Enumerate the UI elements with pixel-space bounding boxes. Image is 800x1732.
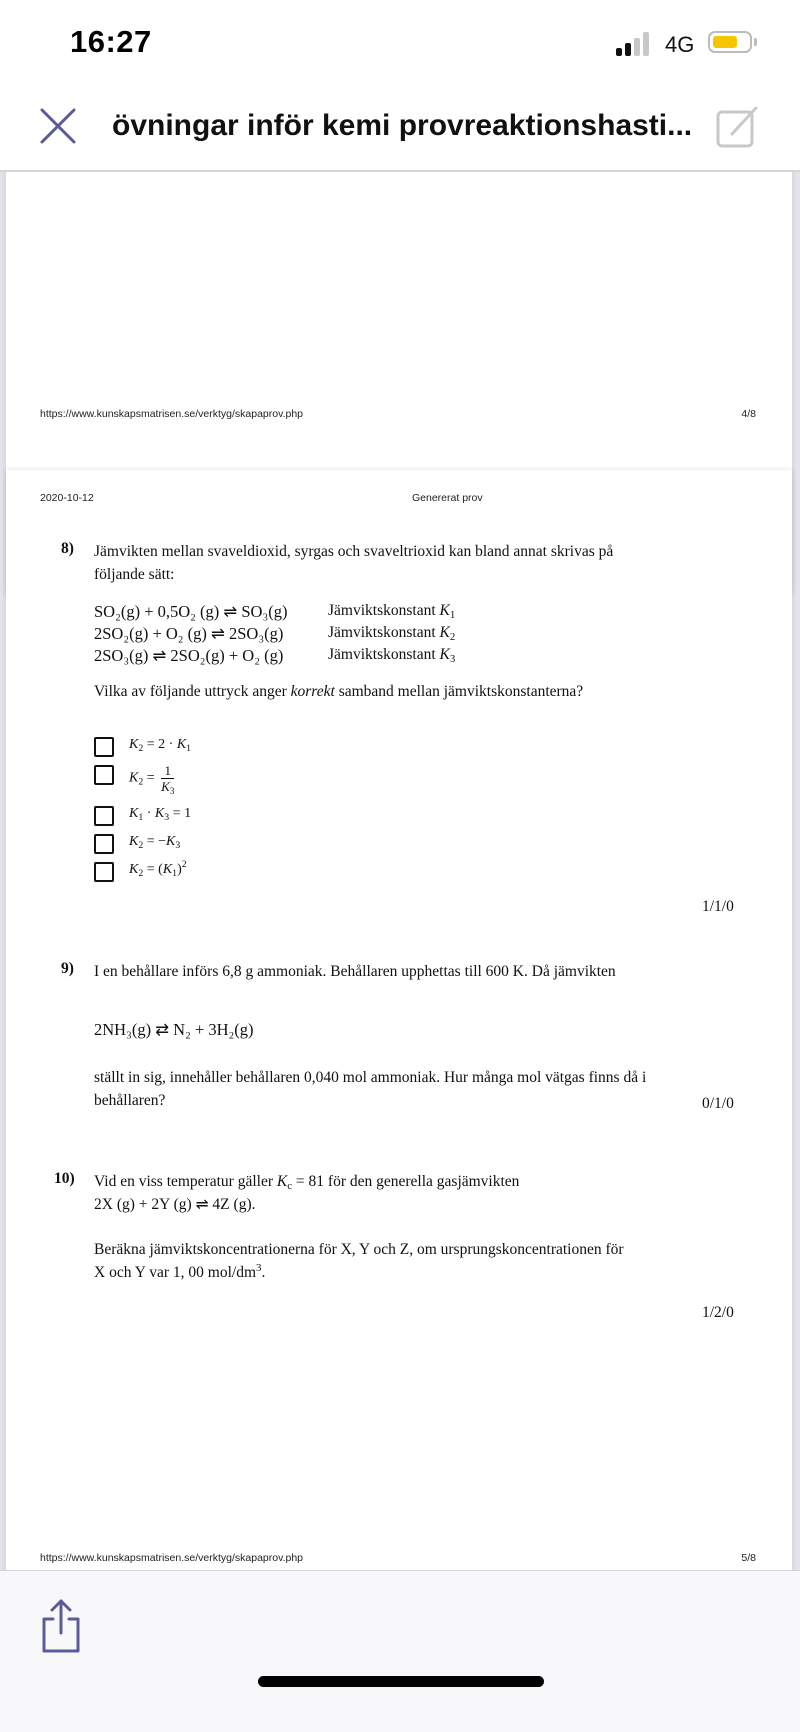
option-checkbox[interactable] [94,737,114,757]
signal-icon [616,32,652,56]
reaction-equation: 2X (g) + 2Y (g) ⇌ 4Z (g). [94,1196,256,1213]
page-footer-url: https://www.kunskapsmatrisen.se/verktyg/skapaprov.php [40,408,304,420]
question-number: 9) [61,960,74,977]
equation-row: 2SO₂(g) + O₂ (g) ⇌ 2SO₃(g) Jämviktskonstant $K_2$ [94,624,456,643]
status-bar [0,0,800,90]
question-number: 8) [61,540,74,557]
pdf-page-5 [6,470,792,1570]
share-icon [38,1597,84,1657]
option-checkbox[interactable] [94,765,114,785]
option-checkbox[interactable] [94,806,114,826]
nav-bar [0,90,800,172]
question-score: 1/2/0 [702,1304,734,1321]
option-text: $K_2 = (K_1)^2$ [129,859,187,879]
question-number: 10) [54,1170,75,1187]
network-type: 4G [665,32,695,57]
equation-rhs: 2SO₃(g) [229,624,284,643]
question-intro: Vid en viss temperatur gäller $K_c = 81$ för den generella gasjämvikten [94,1173,520,1192]
pdf-viewer[interactable] [0,172,800,1570]
option-text: $K_2 = -K_3$ [129,834,181,851]
option-text: $K_1 \cdot K_3 = 1$ [129,806,192,823]
equation-lhs: 2SO₃(g) [94,646,149,665]
page-footer-number: 4/8 [741,408,756,420]
question-score: 1/1/0 [702,898,734,915]
question-intro: I en behållare införs 6,8 g ammoniak. Behållaren upphettas till 600 K. Då jämvikten [94,963,616,980]
document-title: övningar inför kemi provreaktionshasti... [112,109,693,142]
edit-button[interactable] [712,102,760,150]
option-checkbox[interactable] [94,834,114,854]
battery-tip [754,38,757,46]
edit-icon [712,102,760,150]
close-icon [36,104,80,148]
equation-rhs: 2SO₂(g) + O₂ (g) [170,646,284,665]
reaction-equation: 2NH₃(g) ⇄ N₂ + 3H₂(g) [94,1020,254,1039]
close-button[interactable] [36,104,80,148]
page-footer-url: https://www.kunskapsmatrisen.se/verktyg/skapaprov.php [40,1552,304,1564]
battery-icon [708,31,752,53]
page-header-date: 2020-10-12 [40,492,94,504]
page-footer-number: 5/8 [741,1552,756,1564]
question-text: ställt in sig, innehåller behållaren 0,040 mol ammoniak. Hur många mol vätgas finns då i behållaren? [94,1069,647,1109]
bottom-toolbar [0,1570,800,1732]
equation-row: 2SO₃(g) ⇌ 2SO₂(g) + O₂ (g) Jämviktskonstant $K_3$ [94,646,456,665]
question-score: 0/1/0 [702,1095,734,1112]
option-text: $K_2 = 2 \cdot K_1$ [129,737,192,754]
equation-rhs: SO₃(g) [241,602,288,621]
equilibrium-label: Jämviktskonstant $K_2$ [328,624,456,643]
home-indicator[interactable] [258,1676,544,1687]
share-button[interactable] [38,1597,84,1657]
equation-lhs: 2SO₂(g) + O₂ (g) [94,624,207,643]
option-text: $K_2$ = $\frac{1}{K_3}$ [129,763,175,796]
equation-lhs: SO₂(g) + 0,5O₂ (g) [94,602,220,621]
page-header-title: Genererat prov [412,492,483,504]
question-text-line2: X och Y var 1, 00 mol/$dm^3$. [94,1262,266,1281]
question-prompt: Vilka av följande uttryck anger korrekt samband mellan jämviktskonstanterna? [94,683,584,700]
option-checkbox[interactable] [94,862,114,882]
status-time: 16:27 [70,24,152,59]
equation-row: SO₂(g) + 0,5O₂ (g) ⇌ SO₃(g) Jämviktskonstant $K_1$ [94,602,456,621]
equilibrium-label: Jämviktskonstant $K_1$ [328,602,456,621]
question-text: Beräkna jämviktskoncentrationerna för X, Y och Z, om ursprungskoncentrationen för [94,1241,624,1258]
equilibrium-label: Jämviktskonstant $K_3$ [328,646,456,665]
question-intro: Jämvikten mellan svaveldioxid, syrgas och svaveltrioxid kan bland annat skrivas på följande sätt: [94,543,614,583]
